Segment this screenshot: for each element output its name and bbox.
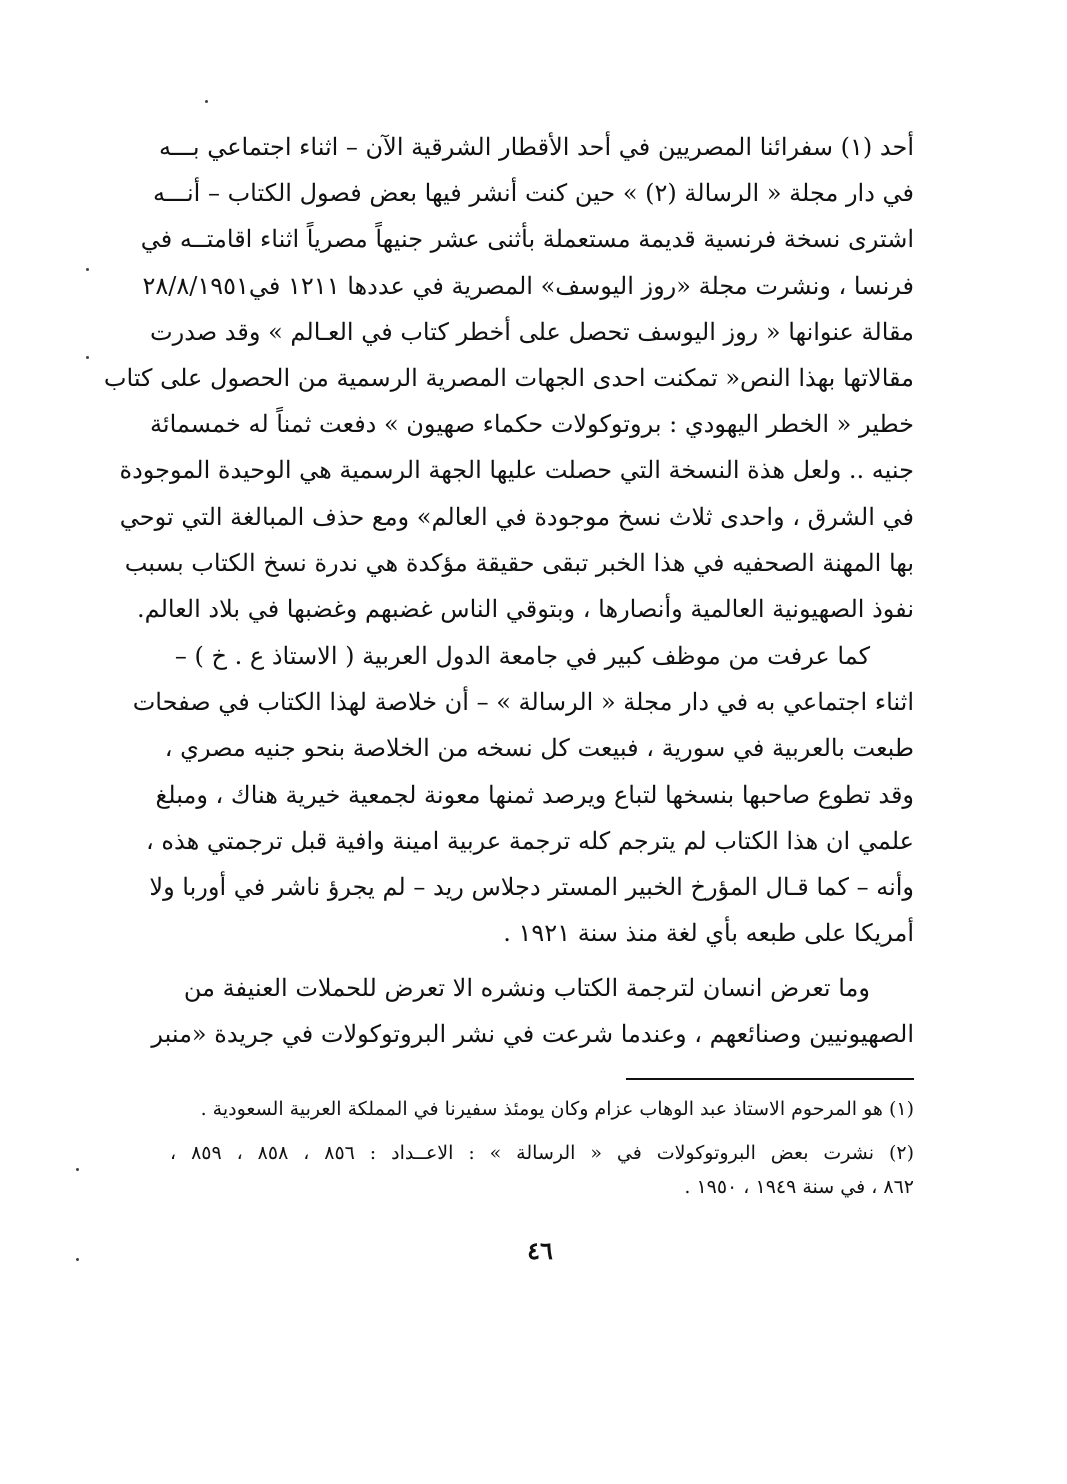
scan-speck bbox=[86, 356, 89, 359]
text-line: مقالة عنوانها « روز اليوسف تحصل على أخطر كتاب في العـالم » وقد صدرت bbox=[150, 317, 914, 346]
footnote-2-line-1: (٢) نشرت بعض البروتوكولات في « الرسالة » : الاعــداد : ٨٥٦ ، ٨٥٨ ، ٨٥٩ ، bbox=[170, 1142, 914, 1164]
text-line: أمريكا على طبعه بأي لغة منذ سنة ١٩٢١ . bbox=[503, 919, 914, 948]
text-line: فرنسا ، ونشرت مجلة «روز اليوسف» المصرية في عددها ١٢١١ في٢٨/٨/١٩٥١ bbox=[142, 271, 914, 300]
text-line: وقد تطوع صاحبها بنسخها لتباع ويرصد ثمنها معونة لجمعية خيرية هناك ، ومبلغ bbox=[155, 780, 914, 809]
text-line: خطير « الخطر اليهودي : بروتوكولات حكماء صهيون » دفعت ثمناً له خمسمائة bbox=[150, 410, 914, 439]
text-line: في الشرق ، واحدى ثلاث نسخ موجودة في العالم» ومع حذف المبالغة التي توحي bbox=[119, 502, 914, 531]
footnote-1: (١) هو المرحوم الاستاذ عبد الوهاب عزام وكان يومئذ سفيرنا في المملكة العربية السعودية . bbox=[200, 1098, 914, 1120]
scan-speck bbox=[205, 100, 208, 103]
paragraph-3 bbox=[151, 965, 914, 1057]
text-line: جنيه .. ولعل هذة النسخة التي حصلت عليها الجهة الرسمية هي الوحيدة الموجودة bbox=[119, 456, 914, 485]
text-line: اشترى نسخة فرنسية قديمة مستعملة بأثنى عشر جنيهاً مصرياً اثناء اقامتــه في bbox=[140, 225, 914, 254]
scan-speck bbox=[76, 1258, 79, 1261]
text-line: وما تعرض انسان لترجمة الكتاب ونشره الا تعرض للحملات العنيفة من bbox=[183, 974, 870, 1002]
text-line: نفوذ الصهيونية العالمية وأنصارها ، وبتوقي الناس غضبهم وغضبها في بلاد العالم. bbox=[136, 594, 914, 623]
text-line: وأنه – كما قـال المؤرخ الخبير المستر دجلاس ريد – لم يجرؤ ناشر في أوربا ولا bbox=[149, 872, 914, 901]
text-line: كما عرفت من موظف كبير في جامعة الدول العربية ( الاستاذ ع . خ ) – bbox=[174, 642, 870, 670]
text-line: بها المهنة الصحفيه في هذا الخبر تبقى حقيقة مؤكدة هي ندرة نسخ الكتاب بسبب bbox=[124, 548, 914, 577]
footnote-divider bbox=[626, 1078, 914, 1080]
text-line: الصهيونيين وصنائعهم ، وعندما شرعت في نشر البروتوكولات في جريدة «منبر bbox=[151, 1020, 914, 1049]
text-line: أحد (١) سفرائنا المصريين في أحد الأقطار الشرقية الآن – اثناء اجتماعي بـــه bbox=[158, 133, 914, 161]
footnote-2-line-2: ٨٦٢ ، في سنة ١٩٤٩ ، ١٩٥٠ . bbox=[684, 1176, 914, 1198]
scan-speck bbox=[86, 268, 89, 271]
footnotes bbox=[170, 1092, 914, 1204]
text-line: علمي ان هذا الكتاب لم يترجم كله ترجمة عربية امينة وافية قبل ترجمتي هذه ، bbox=[146, 826, 914, 855]
text-line: اثناء اجتماعي به في دار مجلة « الرسالة » – أن خلاصة لهذا الكتاب في صفحات bbox=[132, 688, 914, 717]
text-line: في دار مجلة « الرسالة (٢) » حين كنت أنشر فيها بعض فصول الكتاب – أنـــه bbox=[153, 179, 914, 208]
page-number: ٤٦ bbox=[527, 1236, 553, 1265]
text-line: طبعت بالعربية في سورية ، فبيعت كل نسخه من الخلاصة بنحو جنيه مصري ، bbox=[164, 734, 914, 763]
scan-speck bbox=[76, 1168, 79, 1171]
text-line: مقالاتها بهذا النص« تمكنت احدى الجهات المصرية الرسمية من الحصول على كتاب bbox=[103, 363, 914, 392]
paragraph-1 bbox=[103, 124, 914, 632]
paragraph-2 bbox=[132, 633, 914, 956]
